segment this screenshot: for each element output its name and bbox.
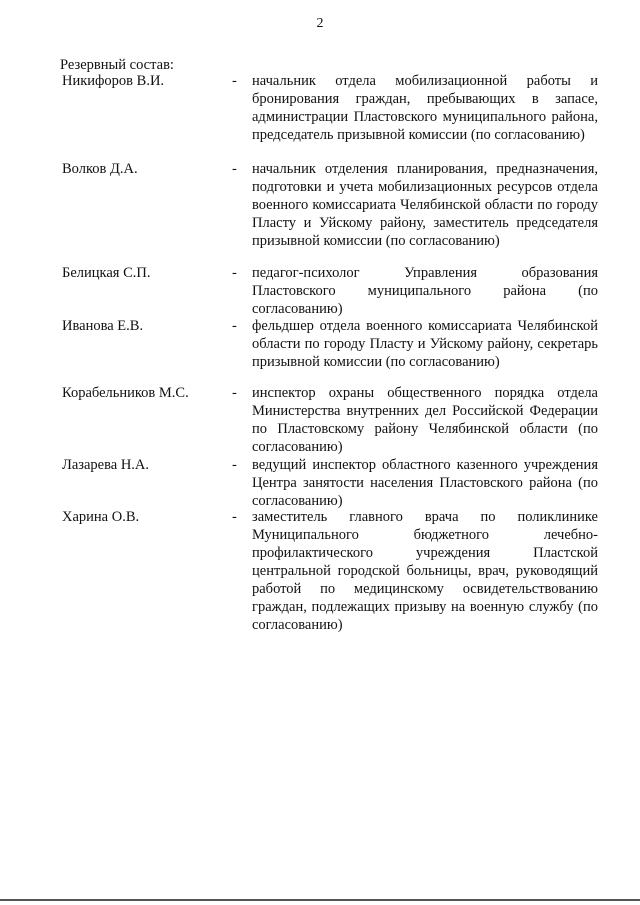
member-name: Никифоров В.И.: [62, 73, 165, 89]
member-dash: -: [232, 161, 237, 177]
member-dash: -: [232, 318, 237, 334]
member-name: Белицкая С.П.: [62, 265, 151, 281]
page-bottom-rule: [0, 899, 640, 901]
page-number: 2: [316, 16, 324, 31]
section-title: Резервный состав:: [60, 57, 174, 73]
member-name: Лазарева Н.А.: [62, 457, 150, 473]
member-dash: -: [232, 73, 237, 89]
member-role: начальник отделения планирования, предназначения, подготовки и учета мобилизационных ресурсов отдела военного комиссариата Челябинской области по городу Пласту и Уйскому району, заместитель председателя призывной комиссии (по согласованию): [252, 161, 598, 249]
member-role: ведущий инспектор областного казенного учреждения Центра занятости населения Пластовского района (по согласованию): [252, 457, 598, 509]
member-name: Волков Д.А.: [62, 161, 138, 177]
member-role: начальник отдела мобилизационной работы и бронирования граждан, пребывающих в запасе, администрации Пластовского муниципального района, председатель призывной комиссии (по согласованию): [252, 73, 598, 143]
member-dash: -: [232, 457, 237, 473]
member-role: педагог-психолог Управления образования Пластовского муниципального района (по согласованию): [252, 265, 598, 317]
member-dash: -: [232, 509, 237, 525]
member-role: фельдшер отдела военного комиссариата Челябинской области по городу Пласту и Уйскому району, секретарь призывной комиссии (по согласованию): [252, 318, 598, 370]
member-role: инспектор охраны общественного порядка отдела Министерства внутренних дел Российской Федерации по Пластовскому району Челябинской области (по согласованию): [252, 385, 598, 455]
member-name: Иванова Е.В.: [62, 318, 144, 334]
member-name: Корабельников М.С.: [62, 385, 189, 401]
member-role: заместитель главного врача по поликлинике Муниципального бюджетного лечебно-профилактического учреждения Пластской центральной городской больницы, врач, руководящий работой по медицинскому освидетельствованию граждан, подлежащих призыву на военную службу (по согласованию): [252, 509, 598, 633]
member-dash: -: [232, 265, 237, 281]
member-dash: -: [232, 385, 237, 401]
member-name: Харина О.В.: [62, 509, 140, 525]
